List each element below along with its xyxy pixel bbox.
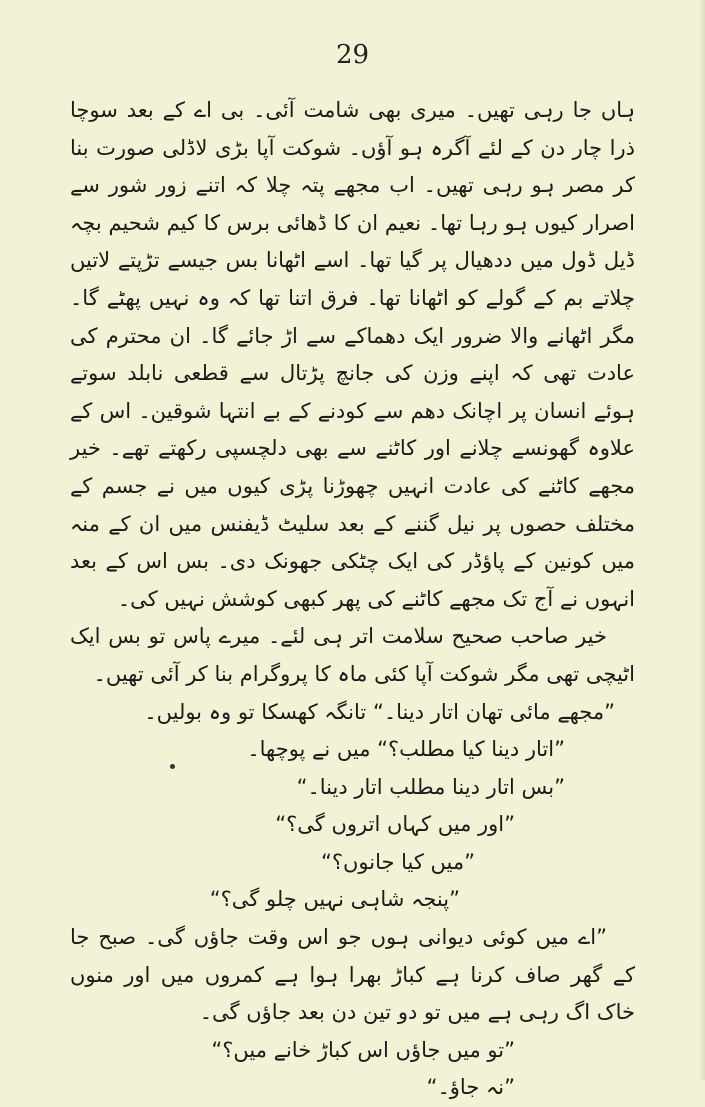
dialogue-line-1: ”مجھے مائی تھان اتار دینا۔“ تانگہ کھسکا تو وہ بولیں۔ — [144, 699, 615, 724]
dialogue-line-6: ”پنجہ شاہی نہیں چلو گی؟“ — [209, 887, 460, 912]
dialogue-line-4: ”اور میں کہاں اتروں گی؟“ — [275, 812, 515, 837]
page-edge-shadow — [699, 0, 705, 1080]
dialogue-line-5: ”میں کیا جانوں؟“ — [320, 849, 475, 874]
closing-paragraph: ”اے میں کوئی دیوانی ہوں جو اس وقت جاؤں گی۔ صبح جا کے گھر صاف کرنا ہے کباڑ بھرا ہوا ہے کمروں میں اور منوں خاک اگ رہی ہے میں تو دو تین دن بعد جاؤں گی۔ — [70, 925, 635, 1025]
page-number: 29 — [335, 40, 370, 70]
dialogue-line-3: ”بس اتار دینا مطلب اتار دینا۔“ — [296, 774, 565, 799]
margin-dot-mark — [170, 764, 175, 769]
paragraph-2: خیر صاحب صحیح سلامت اتر ہی لئے۔ میرے پاس تو بس ایک اٹیچی تھی مگر شوکت آپا کئی ماہ کا پروگرام بنا کر آئی تھیں۔ — [70, 624, 635, 686]
final-dialogue-line-1: ”تو میں جاؤں اس کباڑ خانے میں؟“ — [211, 1037, 515, 1062]
page-body-text — [70, 92, 635, 1107]
dialogue-line-2: ”اتار دینا کیا مطلب؟“ میں نے پوچھا۔ — [247, 737, 565, 762]
paragraph-1: ہاں جا رہی تھیں۔ میری بھی شامت آئی۔ بی اے کے بعد سوچا ذرا چار دن کے لئے آگرہ ہو آؤں۔ شوکت آپا بڑی لاڈلی صورت بنا کر مصر ہو رہی تھیں۔ اب مجھے پتہ چلا کہ اتنے زور شور سے اصرار کیوں ہو رہا تھا۔ نعیم ان کا ڈھائی برس کا کیم شحیم بچہ ڈیل ڈول میں ددھیال پر گیا تھا۔ اسے اٹھانا بس جیسے تڑپتے لاتیں چلاتے بم کے گولے کو اٹھانا تھا۔ فرق اتنا تھا کہ وہ نہیں پھٹے گا۔ مگر اٹھانے والا ضرور ایک دھماکے سے اڑ جائے گا۔ ان محترم کی عادت تھی کہ اپنے وزن کی جانچ پڑتال سے قطعی نابلد سوتے ہوئے انسان پر اچانک دھم سے کودنے کے بے انتہا شوقین۔ اس کے علاوہ گھونسے چلانے اور کاٹنے سے بھی دلچسپی رکھتے تھے۔ خیر مجھے کاٹنے کی عادت انہیں چھوڑنا پڑی کیوں میں نے جسم کے مختلف حصوں پر نیل گننے کے بعد سلیٹ ڈیفنس میں ان کے منہ میں کونین کے پاؤڈر کی ایک چٹکی جھونک دی۔ بس اس کے بعد انہوں نے آج تک مجھے کاٹنے کی پھر کبھی کوشش نہیں کی۔ — [70, 98, 635, 611]
final-dialogue-line-2: ”نہ جاؤ۔“ — [426, 1075, 515, 1100]
